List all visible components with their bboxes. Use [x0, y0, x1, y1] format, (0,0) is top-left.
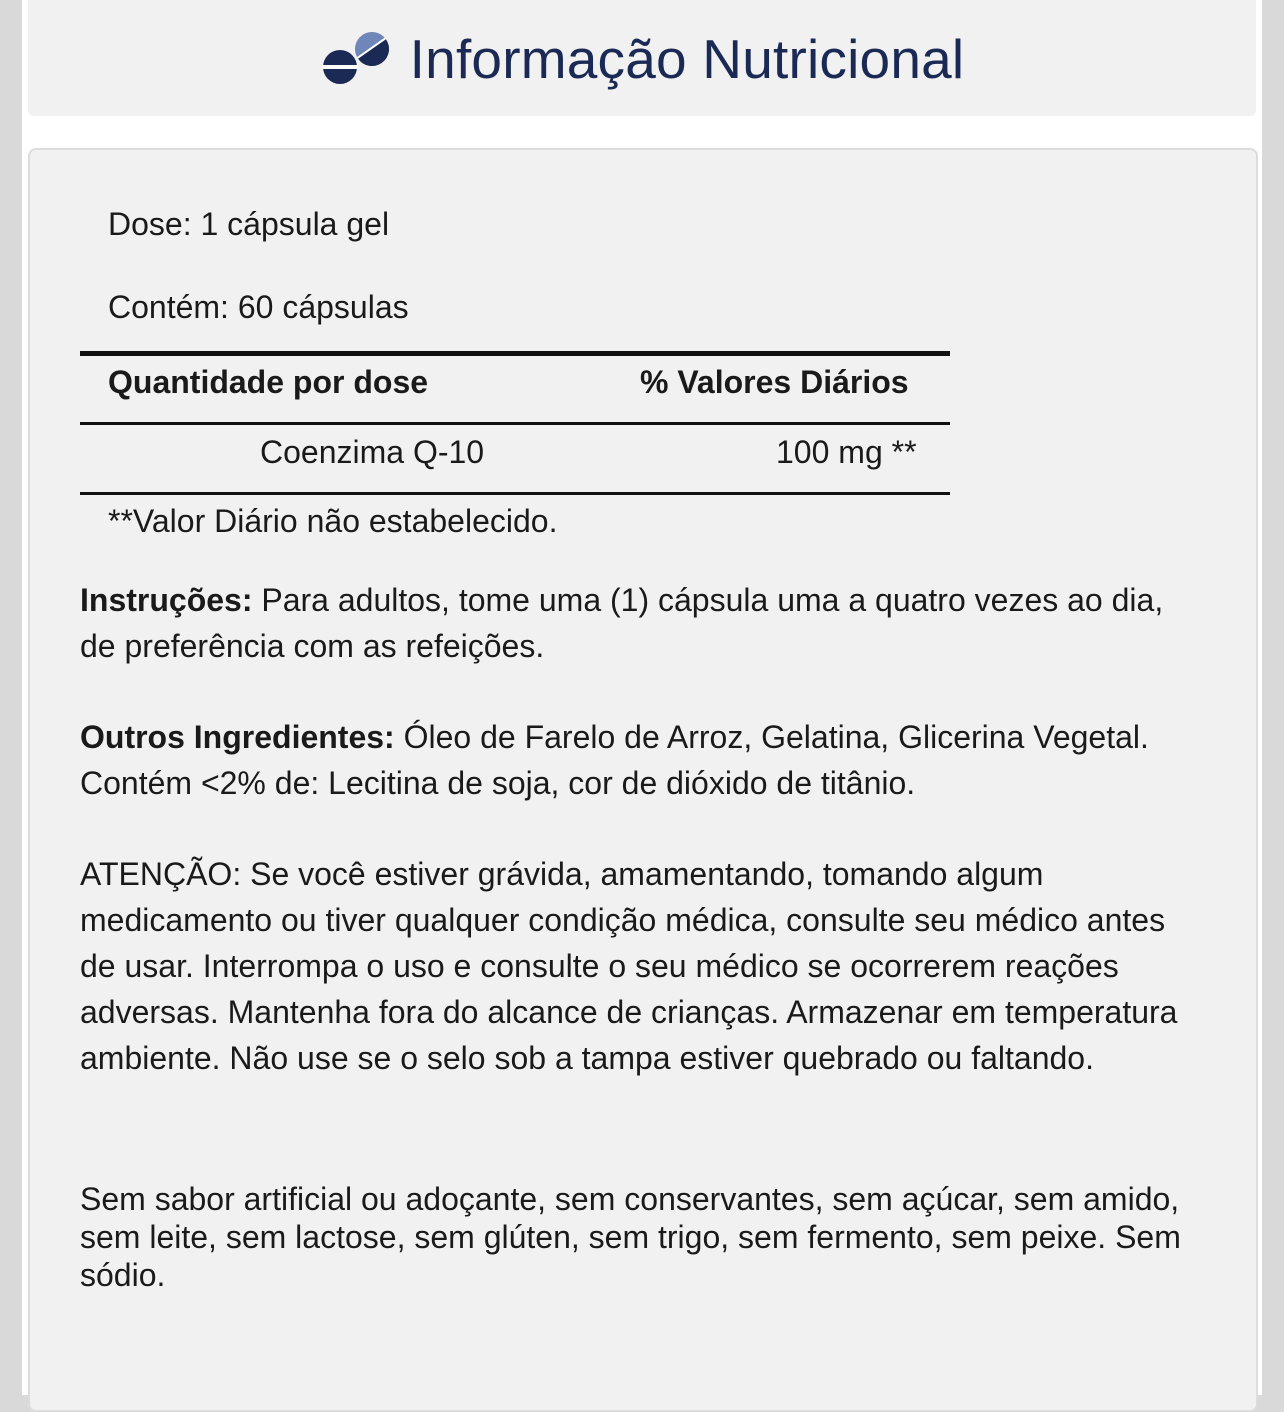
table-bottom-rule	[80, 492, 950, 495]
warning-paragraph: ATENÇÃO: Se você estiver grávida, amamentando, tomando algum medicamento ou tiver qualquer condição médica, consulte seu médico antes de usar. Interrompa o uso e consulte o seu médico se ocorrerem reações adversas. Mantenha fora do alcance de crianças. Armazenar em temperatura ambiente. Não use se o selo sob a tampa estiver quebrado ou faltando.	[80, 856, 1178, 1076]
instructions-label: Instruções:	[80, 582, 253, 618]
contains-text: Contém: 60 cápsulas	[108, 289, 409, 325]
header-content	[320, 27, 965, 91]
page	[22, 0, 1262, 1395]
other-ingredients-paragraph	[80, 714, 1200, 806]
dose-text: Dose: 1 cápsula gel	[108, 206, 390, 242]
other-ingredients-label: Outros Ingredientes:	[80, 719, 395, 755]
table-row-value: 100 mg **	[776, 434, 917, 470]
page-title: Informação Nutricional	[409, 28, 965, 90]
table-row-ingredient: Coenzima Q-10	[260, 434, 485, 470]
instructions-text: Para adultos, tome uma (1) cápsula uma a quatro vezes ao dia, de preferência com as refeições.	[80, 582, 1164, 664]
pill-icon	[320, 29, 392, 89]
nutrition-panel	[28, 148, 1258, 1412]
table-header-daily-value: % Valores Diários	[640, 364, 909, 400]
table-top-rule	[80, 351, 950, 356]
other-ingredients-text: Óleo de Farelo de Arroz, Gelatina, Glicerina Vegetal. Contém <2% de: Lecitina de soja, cor de dióxido de titânio.	[80, 719, 1149, 801]
free-from-paragraph: Sem sabor artificial ou adoçante, sem conservantes, sem açúcar, sem amido, sem leite, sem lactose, sem glúten, sem trigo, sem fermento, sem peixe. Sem sódio.	[80, 1181, 1181, 1293]
table-header-amount: Quantidade por dose	[108, 364, 429, 400]
table-footnote: **Valor Diário não estabelecido.	[108, 503, 558, 539]
table-header-rule	[80, 422, 950, 425]
instructions-paragraph	[80, 577, 1200, 669]
header	[28, 0, 1256, 116]
